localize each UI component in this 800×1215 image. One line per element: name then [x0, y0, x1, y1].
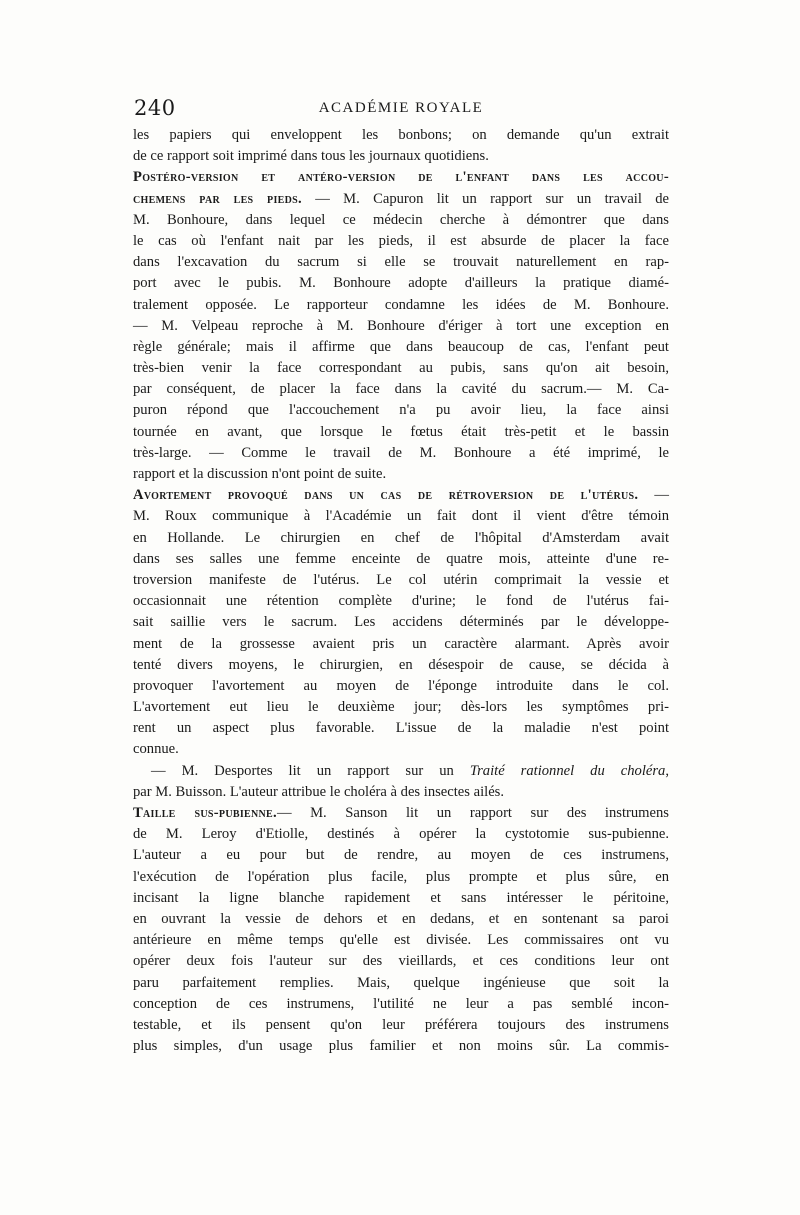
line-text: les papiers qui enveloppent les bonbons; on demande qu'un extrait: [133, 127, 669, 143]
line-text: très-bien venir la face correspondant au pubis, sans qu'on ait besoin,: [133, 360, 669, 377]
line-text: le cas où l'enfant nait par les pieds, il est absurde de placer la face: [133, 232, 669, 249]
line-text: tralement opposée. Le rapporteur condamne les idées de M. Bonhoure.: [133, 296, 669, 313]
line-text: plus simples, d'un usage plus familier et non moins sûr. La commis-: [133, 1038, 669, 1055]
text-line: [133, 718, 669, 739]
body-text: [133, 125, 669, 1057]
line-text: opérer deux fois l'auteur sur des vieillards, et ces conditions leur ont: [133, 953, 669, 970]
line-text: en Hollande. Le chirurgien en chef de l'hôpital d'Amsterdam avait: [133, 529, 669, 546]
text-line: [133, 337, 669, 358]
line-text: provoquer l'avortement au moyen de l'éponge introduite dans le col.: [133, 677, 669, 694]
line-text: en ouvrant la vessie de dehors et en dedans, et en sontenant sa paroi: [133, 910, 669, 927]
line-text: — M. Velpeau reproche à M. Bonhoure d'ériger à tort une exception en: [133, 317, 669, 334]
text-line: [133, 676, 669, 697]
text-line: [133, 845, 669, 866]
line-text: — M. Capuron lit un rapport sur un travail de: [301, 190, 669, 207]
text-line: [133, 252, 669, 273]
running-head: ACADÉMIE ROYALE: [318, 100, 484, 116]
line-text: testable, et ils pensent qu'on leur préférera toujours des instrumens: [133, 1016, 669, 1033]
page-header: [134, 96, 668, 124]
line-text: puron répond que l'accouchement n'a pu avoir lieu, la face ainsi: [133, 402, 669, 419]
line-text: port avec le pubis. M. Bonhoure adopte d'ailleurs la pratique diamé-: [133, 275, 669, 292]
text-line: [133, 951, 669, 972]
line-text: connue.: [133, 741, 179, 758]
text-line: [133, 506, 669, 527]
line-text: par M. Buisson. L'auteur attribue le choléra à des insectes ailés.: [133, 783, 505, 800]
line-text: occasionnait une rétention complète d'urine; le fond de l'utérus fai-: [133, 593, 669, 610]
text-line: [133, 591, 669, 612]
line-text: très-large. — Comme le travail de M. Bonhoure a été imprimé, le: [133, 444, 669, 461]
page-number: 240: [134, 96, 176, 120]
line-text: rent un aspect plus favorable. L'issue de la maladie n'est point: [133, 720, 669, 737]
text-line: [133, 146, 669, 167]
line-text: M. Bonhoure, dans lequel ce médecin cherche à démontrer que dans: [133, 211, 669, 228]
text-line: [133, 824, 669, 845]
line-text: tenté divers moyens, le chirurgien, en désespoir de cause, se décida à: [133, 656, 669, 673]
text-line: [133, 273, 669, 294]
text-line: [133, 973, 669, 994]
line-text: rapport et la discussion n'ont point de suite.: [133, 466, 387, 482]
line-text: ment de la grossesse avaient pris un caractère alarmant. Après avoir: [133, 635, 669, 652]
text-line: [133, 570, 669, 591]
line-text: conception de ces instrumens, l'utilité ne leur a pas semblé incon-: [133, 995, 669, 1012]
text-line: [133, 1036, 669, 1057]
line-text: M. Roux communique à l'Académie un fait dont il vient d'être témoin: [133, 508, 669, 525]
line-text: règle générale; mais il affirme que dans beaucoup de cas, l'enfant peut: [133, 338, 669, 355]
text-line: [133, 888, 669, 909]
line-text: de ce rapport soit imprimé dans tous les journaux quotidiens.: [133, 148, 489, 165]
line-text: —: [638, 487, 669, 504]
line-text: incisant la ligne blanche rapidement et sans intéresser le péritoine,: [133, 889, 669, 906]
text-line: [133, 295, 669, 316]
line-text: troversion manifeste de l'utérus. Le col utérin comprimait la vessie et: [133, 571, 669, 588]
text-line: [133, 761, 669, 782]
section-heading: Avortement provoqué dans un cas de rétroversion de l'utérus.: [133, 487, 639, 504]
text-line: [133, 464, 669, 485]
text-line: [133, 655, 669, 676]
text-line: [133, 485, 669, 506]
section-heading: Taille sus-pubienne.: [133, 805, 277, 821]
text-line: [133, 528, 669, 549]
line-text: sait saillie vers le sacrum. Les accidens déterminés par le développe-: [133, 614, 669, 631]
text-line: [133, 125, 669, 146]
text-line: [133, 210, 669, 231]
text-line: [133, 909, 669, 930]
line-text-tail: ,: [665, 762, 669, 779]
section-heading: Postéro-version et antéro-version de l'enfant dans les accou-: [133, 169, 669, 186]
line-text: dans l'excavation du sacrum si elle se trouvait naturellement en rap-: [133, 254, 669, 271]
line-text: — M. Desportes lit un rapport sur un: [151, 762, 470, 779]
text-line: [133, 358, 669, 379]
text-line: [133, 803, 669, 824]
line-text: L'auteur a eu pour but de rendre, au moyen de ces instrumens,: [133, 847, 669, 864]
line-text: de M. Leroy d'Etiolle, destinés à opérer la cystotomie sus-pubienne.: [133, 826, 669, 843]
text-line: [133, 782, 669, 803]
section-heading: chemens par les pieds.: [133, 190, 302, 207]
text-line: [133, 443, 669, 464]
text-line: [133, 316, 669, 337]
book-title-italic: Traité rationnel du choléra: [469, 762, 666, 779]
text-line: [133, 189, 669, 210]
text-line: [133, 400, 669, 421]
text-line: [133, 612, 669, 633]
line-text: tournée en avant, que lorsque le fœtus était très-petit et le bassin: [133, 423, 669, 440]
text-line: [133, 634, 669, 655]
text-line: [133, 549, 669, 570]
line-text: — M. Sanson lit un rapport sur des instrumens: [276, 805, 669, 821]
text-line: [133, 994, 669, 1015]
text-line: [133, 167, 669, 188]
text-line: [133, 379, 669, 400]
line-text: L'avortement eut lieu le deuxième jour; dès-lors les symptômes pri-: [133, 699, 669, 716]
text-line: [133, 697, 669, 718]
line-text: dans ses salles une femme enceinte de quatre mois, atteinte d'une re-: [133, 550, 669, 567]
text-line: [133, 867, 669, 888]
line-text: antérieure en même temps qu'elle est divisée. Les commissaires ont vu: [133, 932, 669, 949]
text-line: [133, 422, 669, 443]
text-line: [133, 231, 669, 252]
text-line: [133, 739, 669, 760]
line-text: l'exécution de l'opération plus facile, plus prompte et plus sûre, en: [133, 868, 669, 885]
text-line: [133, 930, 669, 951]
text-line: [133, 1015, 669, 1036]
line-text: par conséquent, de placer la face dans la cavité du sacrum.— M. Ca-: [133, 381, 669, 398]
line-text: paru parfaitement remplies. Mais, quelque ingénieuse que soit la: [133, 974, 669, 991]
